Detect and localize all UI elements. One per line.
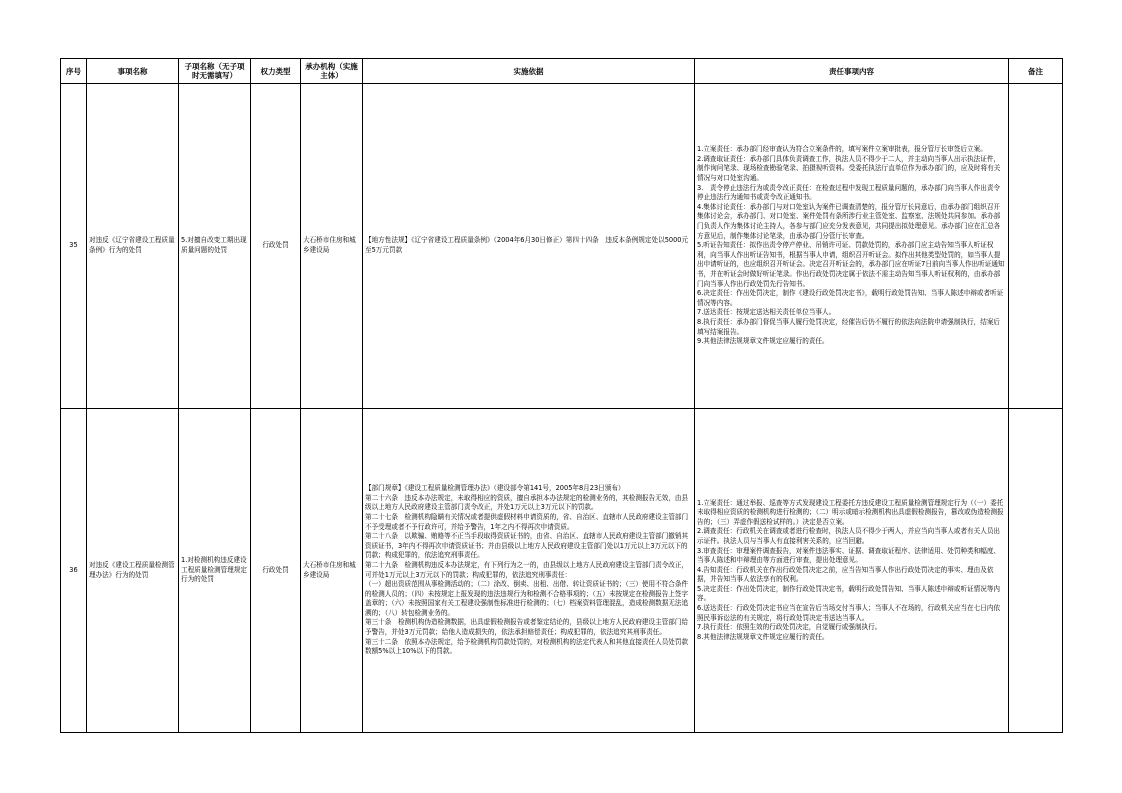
header-duty: 责任事项内容 xyxy=(695,59,1009,84)
header-sub-item: 子项名称（无子项时无需填写） xyxy=(179,59,251,84)
header-row xyxy=(61,59,1063,84)
duty-text: 1.立案责任：通过举报、巡查等方式发现建设工程委托方违反建设工程质量检测管理规定行为（（一）委托未取得相应资质的检测机构进行检测的；（二）明示或暗示检测机构出具虚假检测报告，篡改或伪造检测报告的；（三）弄虚作假送检试样的。）决定是否立案。 2.调查责任：行政机关在调查或者进行检查时，执法人员不得少于两人，并应当向当事人或者有关人员出示证件。执法人员与当事人有直接利害关系的，应当回避。 3.审查责任：审理案件调查报告，对案件违法事实、证据、调查取证程序、法律适用、处罚种类和幅度、当事人陈述和申辩理由等方面进行审查，提出处理意见。 4.告知责任：行政机关在作出行政处罚决定之前，应当告知当事人作出行政处罚决定的事实、理由及依据，并告知当事人依法享有的权利。 5.决定责任：作出处罚决定，制作行政处罚决定书，载明行政处罚告知、当事人陈述申辩或听证情况等内容。 6.送达责任：行政处罚决定书应当在宣告后当场交付当事人；当事人不在场的，行政机关应当在七日内依照民事诉讼法的有关规定，将行政处罚决定书送达当事人。 7.执行责任：依照生效的行政处罚决定，自觉履行或强制执行。 8.其他法律法规规章文件规定应履行的责任。 xyxy=(697,498,1004,641)
cell-item-name: 对违反《辽宁省建设工程质量条例》行为的处罚 xyxy=(87,84,179,409)
table-row xyxy=(61,84,1063,409)
cell-power-type: 行政处罚 xyxy=(251,409,301,733)
cell-sub-item: 1.对检测机构违反建设工程质量检测管理规定行为的处罚 xyxy=(179,409,251,733)
cell-seq: 36 xyxy=(61,409,87,733)
header-note: 备注 xyxy=(1009,59,1063,84)
header-basis: 实施依据 xyxy=(363,59,695,84)
header-seq: 序号 xyxy=(61,59,87,84)
cell-duty xyxy=(695,84,1009,409)
header-power-type: 权力类型 xyxy=(251,59,301,84)
table-row xyxy=(61,409,1063,733)
cell-duty xyxy=(695,409,1009,733)
cell-seq: 35 xyxy=(61,84,87,409)
cell-basis xyxy=(363,409,695,733)
duty-text: 1.立案责任：承办部门经审查认为符合立案条件的，填写案件立案审批表，报分管厅长审签后立案。 2.调查取证责任：承办部门具体负责调查工作，执法人员不得少于二人，并主动向当事人出示执法证件，制作询问笔录、现场检查勘验笔录、拍摄视听资料。受委托执法厅直单位作为承办部门的，应及时将有关情况与对口处室沟通。 3. 责令停止违法行为或责令改正责任：在检查过程中发现工程质量问题的，承办部门向当事人作出责令停止违法行为通知书或责令改正通知书。 4.集体讨论责任：承办部门与对口处室认为案件已调查清楚的，报分管厅长同意后，由承办部门组织召开集体讨论会，承办部门、对口处室、案件处罚有条所涉行业主管处室、监察室、法规处共同参加。承办部门负责人作为集体讨论主持人，各参与部门应充分发表意见，共同提出拟处理意见。承办部门应在汇总各方意见后，制作集体讨论笔录，由承办部门分管厅长审查。 5.听证告知责任：拟作出责令停产停业、吊销许可证、罚款处罚的，承办部门应主动告知当事人听证权利，向当事人作出听证告知书，根据当事人申请，组织召开听证会。拟作出其他类型处罚的，如当事人提出申请听证的，也应组织召开听证会。决定召开听证会的，承办部门应在听证7日前向当事人作出听证通知书，并在听证会时做好听证笔录。作出行政处罚决定属于依法不需主动告知当事人听证权利的，由承办部门向当事人作出行政处罚先行告知书。 6.决定责任：作出处罚决定，制作《建设行政处罚决定书》，载明行政处罚告知、当事人陈述申辩或者听证情况等内容。 7.送达责任：按规定送达相关责任单位当事人。 8.执行责任：承办部门督促当事人履行处罚决定，经催告后仍不履行的依法向法院申请强制执行，结案后填写结案报告。 9.其他法律法规规章文件规定应履行的责任。 xyxy=(697,145,1005,346)
header-organization: 承办机构（实施主体） xyxy=(301,59,363,84)
basis-text: 【地方性法规】《辽宁省建设工程质量条例》（2004年6月30日修正）第四十四条 违反本条例规定处以5000元至5万元罚款 xyxy=(365,236,689,254)
header-item-name: 事项名称 xyxy=(87,59,179,84)
cell-sub-item: 5.对擅自改变工期出现质量问题的处罚 xyxy=(179,84,251,409)
cell-note xyxy=(1009,84,1063,409)
cell-item-name: 对违反《建设工程质量检测管理办法》行为的处罚 xyxy=(87,409,179,733)
cell-basis xyxy=(363,84,695,409)
cell-power-type: 行政处罚 xyxy=(251,84,301,409)
cell-organization: 大石桥市住房和城乡建设局 xyxy=(301,409,363,733)
basis-text: 【部门规章】《建设工程质量检测管理办法》（建设部令第141号，2005年8月23日颁布） 第二十六条 违反本办法规定，未取得相应的资质，擅自承担本办法规定的检测业务的，其检测报告无效，由县级以上地方人民政府建设主管部门责令改正，并处1万元以上3万元以下的罚款。 第二十七条 检测机构隐瞒有关情况或者提供虚假材料申请资质的，省、自治区、直辖市人民政府建设主管部门不予受理或者不予行政许可，并给予警告，1年之内不得再次申请资质。 第二十八条 以欺骗、贿赂等不正当手段取得资质证书的，由省、自治区、直辖市人民政府建设主管部门撤销其资质证书，3年内不得再次申请资质证书；并由县级以上地方人民政府建设主管部门处以1万元以上3万元以下的罚款；构成犯罪的，依法追究刑事责任。 第二十九条 检测机构违反本办法规定，有下列行为之一的，由县级以上地方人民政府建设主管部门责令改正，可并处1万元以上3万元以下的罚款；构成犯罪的，依法追究刑事责任： （一）超出资质范围从事检测活动的；（二）涂改、倒卖、出租、出借、转让资质证书的；（三）使用不符合条件的检测人员的；（四）未按规定上报发现的违法违规行为和检测不合格事项的；（五）未按规定在检测报告上签字盖章的；（六）未按照国家有关工程建设强制性标准进行检测的；（七）档案资料管理混乱，造成检测数据无法追溯的；（八）转包检测业务的。 第三十条 检测机构伪造检测数据，出具虚假检测报告或者鉴定结论的，县级以上地方人民政府建设主管部门给予警告，并处3万元罚款；给他人造成损失的，依法承担赔偿责任；构成犯罪的，依法追究其刑事责任。 第三十二条 依照本办法规定，给予检测机构罚款处罚的，对检测机构的法定代表人和其他直接责任人员处罚款数额5%以上10%以下的罚款。 xyxy=(365,484,689,656)
cell-note xyxy=(1009,409,1063,733)
cell-organization: 大石桥市住房和城乡建设局 xyxy=(301,84,363,409)
responsibility-table xyxy=(60,58,1063,733)
